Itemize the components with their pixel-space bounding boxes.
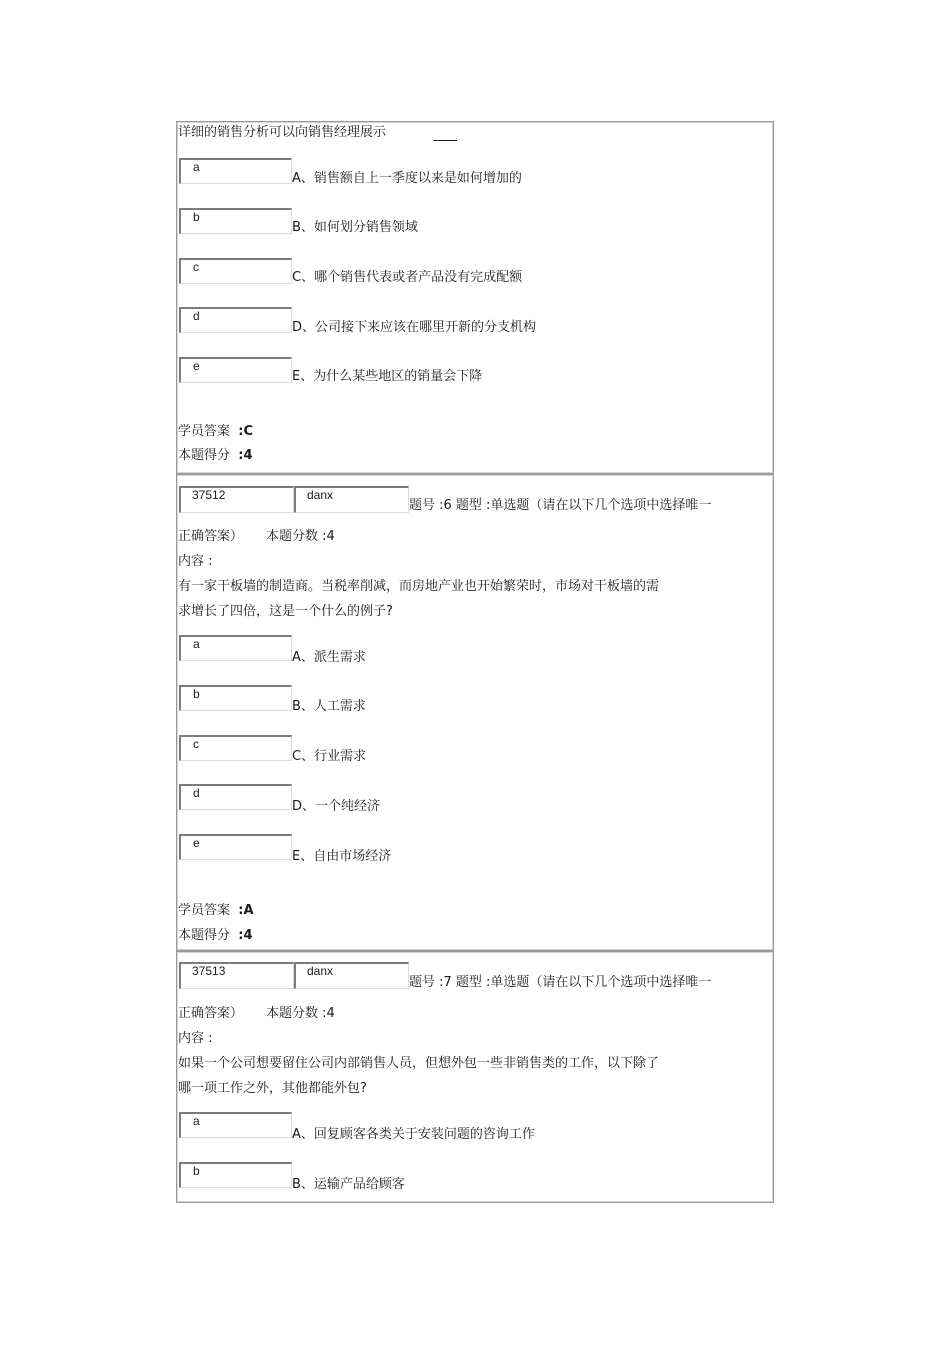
question-id-field[interactable] [179, 962, 294, 989]
question-header-cont: 正确答案） [178, 1006, 244, 1021]
option-key: a [193, 160, 200, 174]
option-e-input[interactable] [179, 834, 292, 860]
option-key: a [193, 1114, 200, 1128]
question-score-label: 本题得分 [178, 928, 231, 943]
question-header-cont: 正确答案） [178, 529, 244, 544]
option-c-input[interactable] [179, 258, 292, 284]
option-key: b [193, 210, 200, 224]
student-answer [178, 424, 253, 440]
student-answer-value: :A [238, 903, 254, 918]
option-a-input[interactable] [179, 158, 292, 184]
question-stem-line2: 哪一项工作之外，其他都能外包? [178, 1081, 367, 1096]
option-b-input[interactable] [179, 685, 292, 711]
question-panel-6 [176, 474, 774, 951]
option-key: b [193, 1164, 200, 1178]
option-key: c [193, 260, 199, 274]
option-key: b [193, 687, 200, 701]
question-score [178, 448, 253, 464]
option-a-text: A、回复顾客各类关于安装问题的咨询工作 [292, 1127, 535, 1142]
option-d-input[interactable] [179, 307, 292, 333]
question-stem: 详细的销售分析可以向销售经理展示 [178, 125, 387, 140]
option-a-input[interactable] [179, 635, 292, 661]
content-label: 内容 : [178, 1031, 213, 1046]
question-type-code: danx [307, 488, 334, 502]
student-answer-label: 学员答案 [178, 424, 231, 439]
option-c-text: C、哪个销售代表或者产品没有完成配额 [292, 270, 523, 285]
option-c-text: C、行业需求 [292, 749, 367, 764]
question-stem-line1: 如果一个公司想要留住公司内部销售人员，但想外包一些非销售类的工作，以下除了 [178, 1056, 660, 1071]
question-header: 题号 :7 题型 :单选题（请在以下几个选项中选择唯一 [409, 975, 712, 990]
question-stem-line1: 有一家干板墙的制造商。当税率削减，而房地产业也开始繁荣时，市场对干板墙的需 [178, 579, 660, 594]
option-key: d [193, 786, 200, 800]
option-a-text: A、派生需求 [292, 650, 366, 665]
option-c-input[interactable] [179, 735, 292, 761]
option-b-text: B、如何划分销售领域 [292, 220, 418, 235]
option-d-input[interactable] [179, 784, 292, 810]
question-type-code-field[interactable] [294, 486, 409, 513]
student-answer-value: :C [238, 424, 254, 439]
question-id-field[interactable] [179, 486, 294, 513]
option-a-input[interactable] [179, 1112, 292, 1138]
option-key: c [193, 737, 199, 751]
question-points: 本题分数 :4 [266, 529, 335, 544]
option-b-text: B、人工需求 [292, 699, 366, 714]
answer-blank [433, 140, 457, 141]
option-b-text: B、运输产品给顾客 [292, 1177, 405, 1192]
question-score-label: 本题得分 [178, 448, 231, 463]
option-key: a [193, 637, 200, 651]
option-a-text: A、销售额自上一季度以来是如何增加的 [292, 171, 522, 186]
question-type-code-field[interactable] [294, 962, 409, 989]
student-answer-label: 学员答案 [178, 903, 231, 918]
question-stem-line2: 求增长了四倍，这是一个什么的例子? [178, 604, 393, 619]
question-points: 本题分数 :4 [266, 1006, 335, 1021]
option-e-input[interactable] [179, 357, 292, 383]
question-id: 37513 [192, 964, 226, 978]
option-d-text: D、一个纯经济 [292, 799, 381, 814]
content-label: 内容 : [178, 554, 213, 569]
question-score-value: :4 [238, 928, 253, 943]
student-answer [178, 903, 254, 919]
option-key: e [193, 359, 200, 373]
option-b-input[interactable] [179, 1162, 292, 1188]
question-type-code: danx [307, 964, 334, 978]
quiz-sheet [176, 121, 774, 1203]
question-header: 题号 :6 题型 :单选题（请在以下几个选项中选择唯一 [409, 498, 712, 513]
option-key: e [193, 836, 200, 850]
option-d-text: D、公司接下来应该在哪里开新的分支机构 [292, 320, 537, 335]
option-e-text: E、自由市场经济 [292, 849, 392, 864]
option-b-input[interactable] [179, 208, 292, 234]
question-panel-7 [176, 951, 774, 1203]
option-e-text: E、为什么某些地区的销量会下降 [292, 369, 483, 384]
question-score-value: :4 [238, 448, 253, 463]
option-key: d [193, 309, 200, 323]
question-panel-5 [176, 121, 774, 474]
question-id: 37512 [192, 488, 226, 502]
question-score [178, 928, 253, 944]
